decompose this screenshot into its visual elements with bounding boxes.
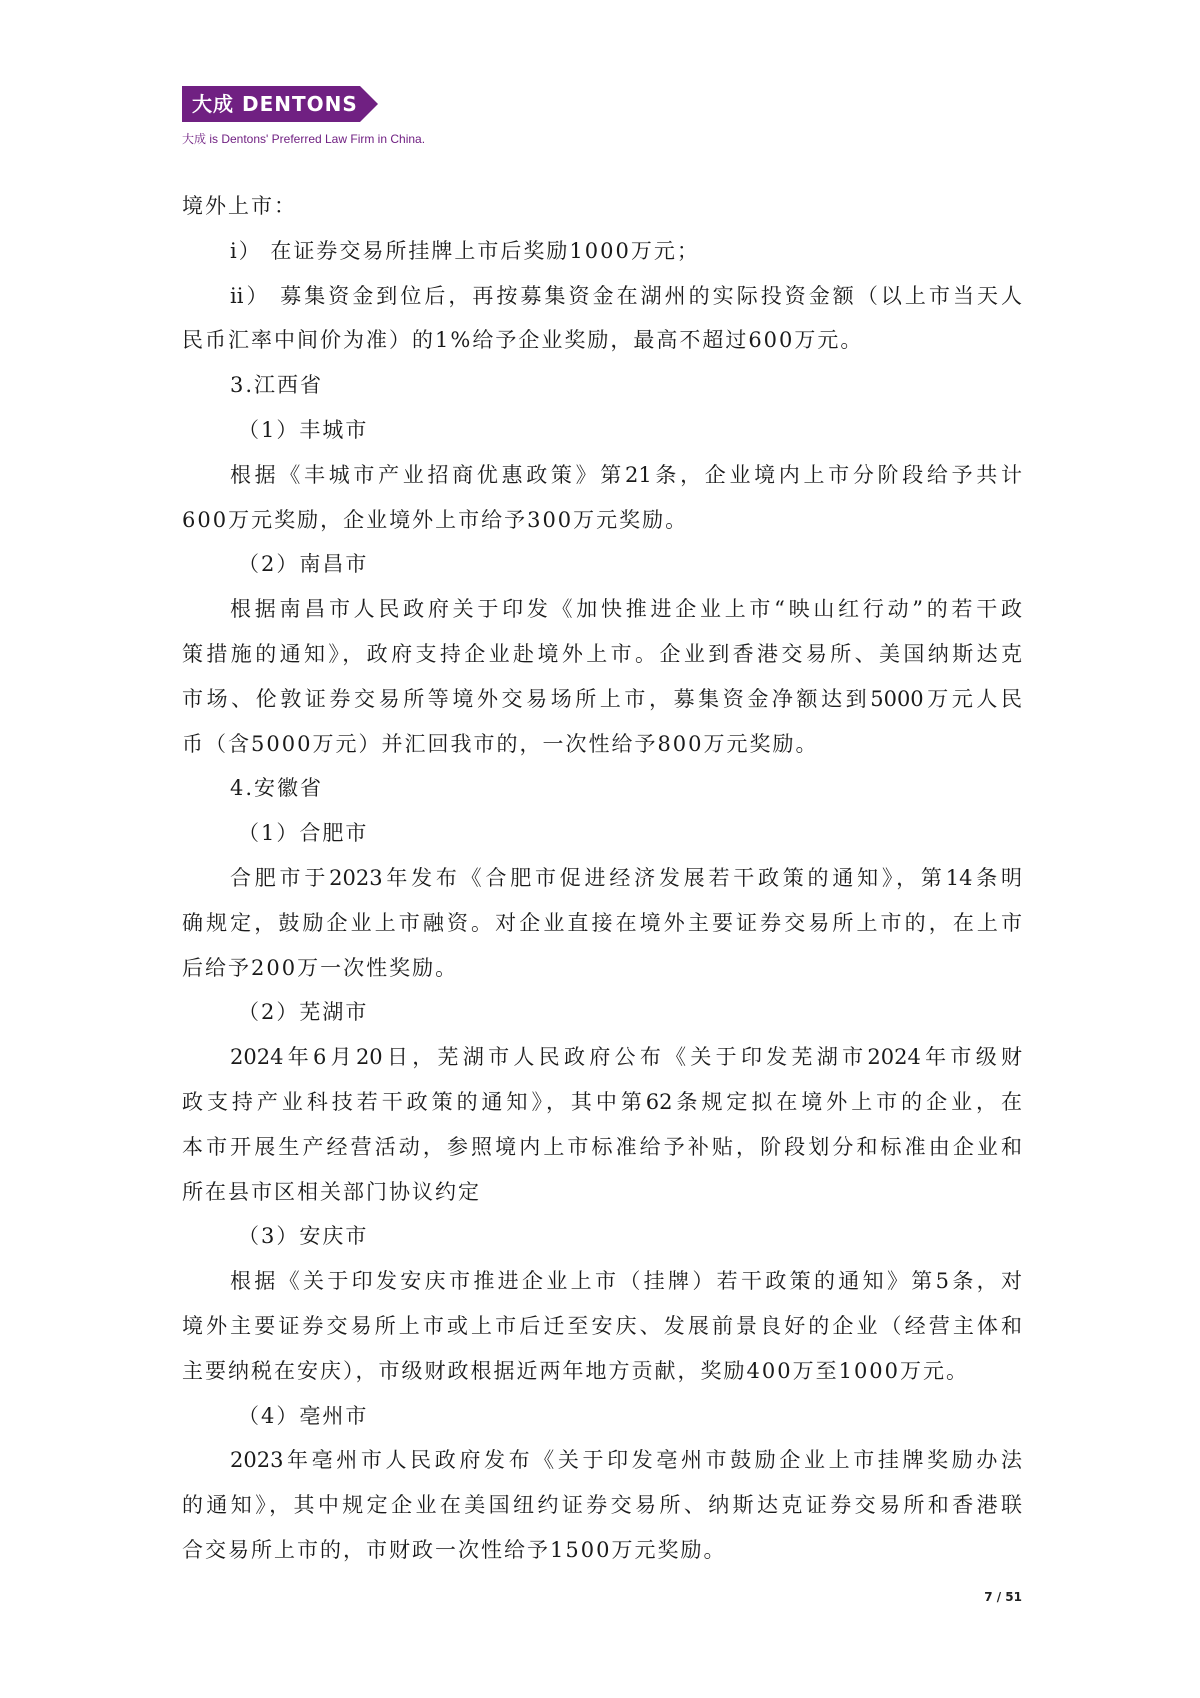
text-line: 2023年亳州市人民政府发布《关于印发亳州市鼓励企业上市挂牌奖励办法 [230,1448,1022,1473]
text-line: 本市开展生产经营活动，参照境内上市标准给予补贴，阶段划分和标准由企业和 [182,1134,1022,1159]
text-line: i） 在证券交易所挂牌上市后奖励1000万元； [230,238,700,263]
tagline: 大成 is Dentons' Preferred Law Firm in China. [182,132,426,146]
text-line: 2024年6月20日，芜湖市人民政府公布《关于印发芜湖市2024年市级财 [230,1045,1022,1070]
section-heading: 4.安徽省 [230,776,324,801]
text-line: 境外主要证券交易所上市或上市后迁至安庆、发展前景良好的企业（经营主体和 [182,1313,1022,1338]
text-line: 根据《关于印发安庆市推进企业上市（挂牌）若干政策的通知》第5条，对 [230,1269,1022,1294]
text-line: 境外上市： [182,194,297,218]
text-line: 确规定，鼓励企业上市融资。对企业直接在境外主要证券交易所上市的，在上市 [182,910,1022,935]
text-line: 民币汇率中间价为准）的1%给予企业奖励，最高不超过600万元。 [182,328,864,353]
subsection-heading: （1）合肥市 [238,821,369,846]
document-body [182,184,1022,1573]
text-line: 的通知》，其中规定企业在美国纽约证券交易所、纳斯达克证券交易所和香港联 [182,1493,1022,1518]
text-line: 根据南昌市人民政府关于印发《加快推进企业上市“映山红行动”的若干政 [230,597,1022,622]
page-number: 7 / 51 [984,1590,1022,1604]
text-line: 币（含5000万元）并汇回我市的，一次性给予800万元奖励。 [182,731,819,756]
text-line: 合肥市于2023年发布《合肥市促进经济发展若干政策的通知》，第14条明 [230,865,1022,890]
text-line: 600万元奖励，企业境外上市给予300万元奖励。 [182,507,689,532]
dentons-logo [182,86,378,122]
subsection-heading: （2）南昌市 [238,552,369,577]
text-line: 主要纳税在安庆），市级财政根据近两年地方贡献，奖励400万至1000万元。 [182,1358,970,1383]
subsection-heading: （2）芜湖市 [238,1000,369,1025]
subsection-heading: （1）丰城市 [238,417,369,442]
text-line: 根据《丰城市产业招商优惠政策》第21条，企业境内上市分阶段给予共计 [230,462,1022,487]
text-line: 策措施的通知》，政府支持企业赴境外上市。企业到香港交易所、美国纳斯达克 [182,641,1022,666]
subsection-heading: （3）安庆市 [238,1224,369,1249]
logo-text: 大成 DENTONS [192,92,358,116]
section-heading: 3.江西省 [230,373,324,398]
text-line: 政支持产业科技若干政策的通知》，其中第62条规定拟在境外上市的企业，在 [182,1089,1022,1114]
text-line: ii） 募集资金到位后，再按募集资金在湖州的实际投资金额（以上市当天人 [230,283,1022,308]
text-line: 合交易所上市的，市财政一次性给予1500万元奖励。 [182,1537,727,1562]
text-line: 市场、伦敦证券交易所等境外交易场所上市，募集资金净额达到5000万元人民 [182,686,1022,711]
text-line: 所在县市区相关部门协议约定 [182,1179,481,1204]
text-line: 后给予200万一次性奖励。 [182,955,459,980]
subsection-heading: （4）亳州市 [238,1403,369,1428]
